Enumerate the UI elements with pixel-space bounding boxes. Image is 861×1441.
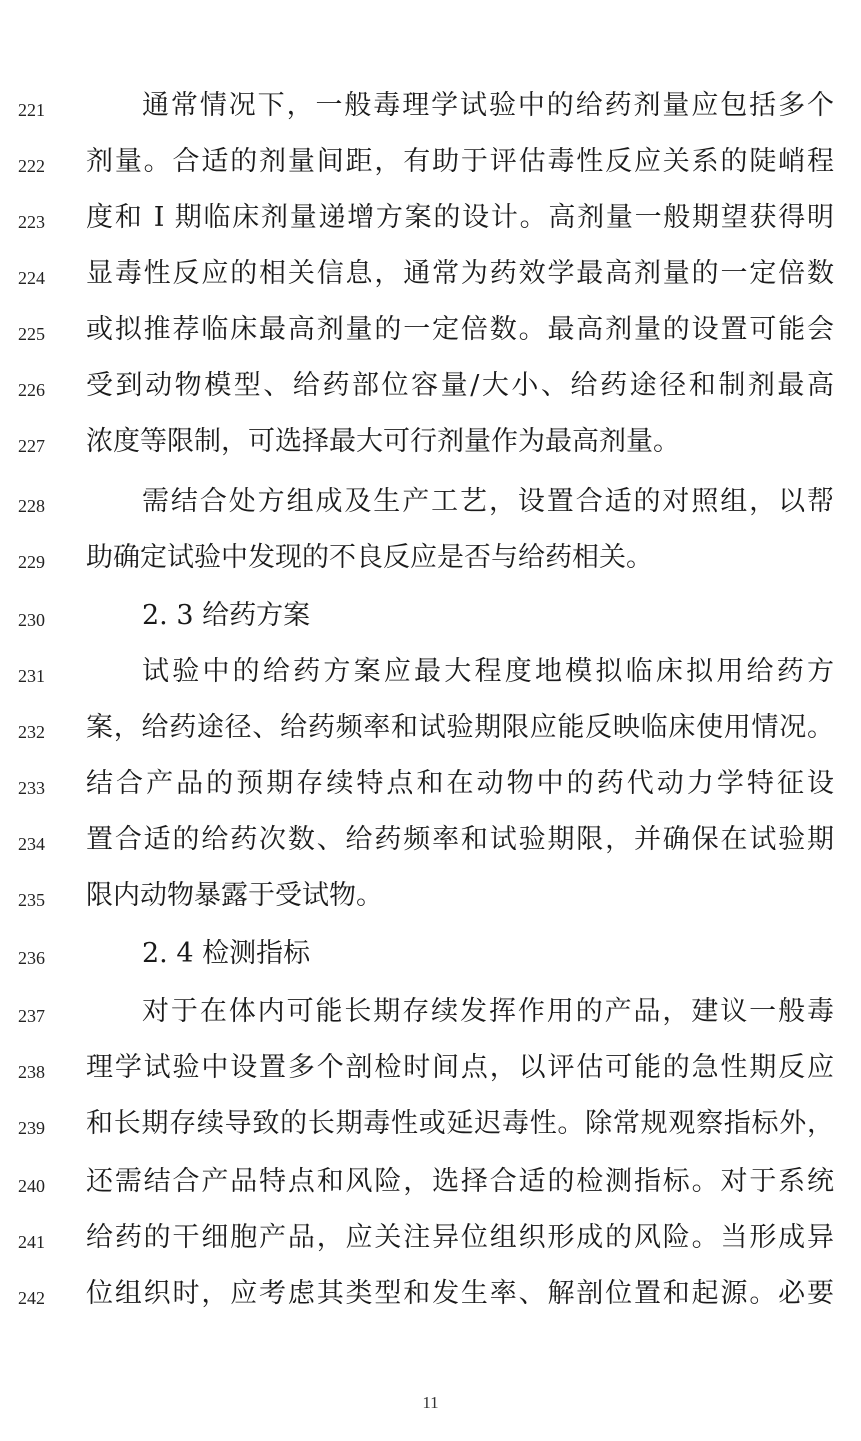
line-text: 需结合处方组成及生产工艺，设置合适的对照组，以帮 bbox=[142, 486, 834, 517]
line-number: 227 bbox=[18, 436, 45, 456]
line-number: 225 bbox=[18, 324, 45, 344]
line-text: 给药的干细胞产品，应关注异位组织形成的风险。当形成异 bbox=[86, 1222, 834, 1253]
text-line-231 bbox=[0, 648, 861, 704]
line-number: 238 bbox=[18, 1062, 45, 1082]
text-line-236 bbox=[0, 930, 861, 986]
line-number: 223 bbox=[18, 212, 45, 232]
line-number: 229 bbox=[18, 552, 45, 572]
line-number: 235 bbox=[18, 890, 45, 910]
line-number: 242 bbox=[18, 1288, 45, 1308]
line-text: 和长期存续导致的长期毒性或延迟毒性。除常规观察指标外， bbox=[86, 1108, 834, 1139]
text-line-235 bbox=[0, 872, 861, 928]
line-number: 231 bbox=[18, 666, 45, 686]
text-line-241 bbox=[0, 1214, 861, 1270]
line-text: 度和 I 期临床剂量递增方案的设计。高剂量一般期望获得明 bbox=[86, 202, 834, 233]
line-text: 还需结合产品特点和风险，选择合适的检测指标。对于系统 bbox=[86, 1166, 834, 1197]
text-line-238 bbox=[0, 1044, 861, 1100]
page-number: 11 bbox=[422, 1393, 439, 1412]
line-number: 224 bbox=[18, 268, 45, 288]
line-text: 浓度等限制，可选择最大可行剂量作为最高剂量。 bbox=[86, 426, 680, 457]
text-line-233 bbox=[0, 760, 861, 816]
line-number: 236 bbox=[18, 948, 45, 968]
line-text: 试验中的给药方案应最大程度地模拟临床拟用给药方 bbox=[142, 656, 834, 687]
line-number: 230 bbox=[18, 610, 45, 630]
text-line-239 bbox=[0, 1100, 861, 1156]
line-number: 232 bbox=[18, 722, 45, 742]
text-line-232 bbox=[0, 704, 861, 760]
text-line-234 bbox=[0, 816, 861, 872]
text-line-221 bbox=[0, 82, 861, 138]
line-number: 221 bbox=[18, 100, 45, 120]
line-text: 理学试验中设置多个剖检时间点，以评估可能的急性期反应 bbox=[86, 1052, 834, 1083]
line-number: 239 bbox=[18, 1118, 45, 1138]
text-line-228 bbox=[0, 478, 861, 534]
line-text: 案，给药途径、给药频率和试验期限应能反映临床使用情况。 bbox=[86, 712, 834, 743]
text-line-224 bbox=[0, 250, 861, 306]
line-number: 222 bbox=[18, 156, 45, 176]
line-text: 或拟推荐临床最高剂量的一定倍数。最高剂量的设置可能会 bbox=[86, 314, 834, 345]
line-text: 置合适的给药次数、给药频率和试验期限，并确保在试验期 bbox=[86, 824, 834, 855]
line-text: 位组织时，应考虑其类型和发生率、解剖位置和起源。必要 bbox=[86, 1278, 834, 1309]
line-text: 限内动物暴露于受试物。 bbox=[86, 880, 383, 911]
text-line-225 bbox=[0, 306, 861, 362]
line-text: 受到动物模型、给药部位容量/大小、给药途径和制剂最高 bbox=[86, 370, 834, 401]
text-line-230 bbox=[0, 592, 861, 648]
text-line-227 bbox=[0, 418, 861, 474]
section-heading: 2. 3 给药方案 bbox=[142, 600, 311, 631]
line-number: 233 bbox=[18, 778, 45, 798]
line-text: 结合产品的预期存续特点和在动物中的药代动力学特征设 bbox=[86, 768, 834, 799]
line-number: 241 bbox=[18, 1232, 45, 1252]
text-line-223 bbox=[0, 194, 861, 250]
line-number: 234 bbox=[18, 834, 45, 854]
line-text: 对于在体内可能长期存续发挥作用的产品，建议一般毒 bbox=[142, 996, 834, 1027]
line-text: 剂量。合适的剂量间距，有助于评估毒性反应关系的陡峭程 bbox=[86, 146, 834, 177]
text-line-237 bbox=[0, 988, 861, 1044]
text-line-222 bbox=[0, 138, 861, 194]
section-heading: 2. 4 检测指标 bbox=[142, 938, 311, 969]
line-text: 助确定试验中发现的不良反应是否与给药相关。 bbox=[86, 542, 653, 573]
text-line-240 bbox=[0, 1158, 861, 1214]
line-number: 226 bbox=[18, 380, 45, 400]
line-number: 240 bbox=[18, 1176, 45, 1196]
text-line-226 bbox=[0, 362, 861, 418]
line-text: 显毒性反应的相关信息，通常为药效学最高剂量的一定倍数 bbox=[86, 258, 834, 289]
text-line-242 bbox=[0, 1270, 861, 1326]
text-line-229 bbox=[0, 534, 861, 590]
line-number: 228 bbox=[18, 496, 45, 516]
line-text: 通常情况下，一般毒理学试验中的给药剂量应包括多个 bbox=[142, 90, 834, 121]
line-number: 237 bbox=[18, 1006, 45, 1026]
